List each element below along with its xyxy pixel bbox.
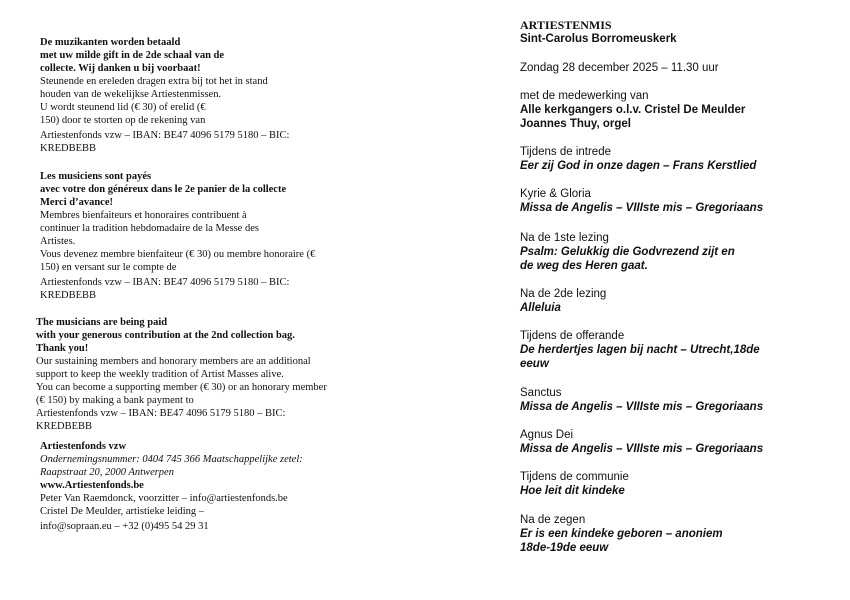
church-name: Sint-Carolus Borromeuskerk [520,33,677,45]
program-item [520,231,735,273]
program-item-title: De herdertjes lagen bij nacht – Utrecht,18de [520,344,760,356]
dutch-body-line: U wordt steunend lid (€ 30) of erelid (€ [40,102,206,113]
program-item [520,513,723,555]
program-item [520,329,760,371]
english-body-line: (€ 150) by making a bank payment to [36,395,194,406]
event-date: Zondag 28 december 2025 – 11.30 uur [520,62,719,74]
program-item-title: Missa de Angelis – VIIIste mis – Gregoriaans [520,202,764,214]
program-item [520,386,763,414]
program-item-label: Na de 1ste lezing [520,232,609,244]
website-link[interactable]: www.Artiestenfonds.be [40,480,144,491]
company-line: Raapstraat 20, 2000 Antwerpen [40,467,174,478]
program-item [520,187,763,215]
program-item-title: Hoe leit dit kindeke [520,485,625,497]
program-item-title: Missa de Angelis – VIIIste mis – Gregoriaans [520,443,764,455]
english-body-line: Our sustaining members and honorary members are an additional [36,356,311,367]
contact-line: Peter Van Raemdonck, voorzitter – info@artiestenfonds.be [40,493,288,504]
event-title: ARTIESTENMIS [520,18,612,32]
dutch-iban-line: Artiestenfonds vzw – IBAN: BE47 4096 5179 5180 – BIC: [40,130,290,141]
program-item-label: Tijdens de intrede [520,146,611,158]
french-notice [40,170,315,302]
dutch-body-line: 150) door te storten op de rekening van [40,115,206,126]
organisation-footer [40,440,303,533]
dutch-heading-line: met uw milde gift in de 2de schaal van de [40,50,225,61]
french-body-line: Vous devenez membre bienfaiteur (€ 30) ou membre honoraire (€ [40,249,316,260]
program-item-title: Alleluia [520,302,561,314]
contact-line: Cristel De Meulder, artistieke leiding – [40,506,205,517]
program-item-label: Sanctus [520,387,562,399]
dutch-heading-line: collecte. Wij danken u bij voorbaat! [40,63,201,74]
program-item-label: Tijdens de offerande [520,330,625,342]
program-item [520,470,629,498]
english-iban-line: Artiestenfonds vzw – IBAN: BE47 4096 5179 5180 – BIC: [36,408,286,419]
program-item [520,287,606,315]
program-item-title: Er is een kindeke geboren – anoniem [520,528,723,540]
program-item-title: Psalm: Gelukkig die Godvrezend zijt en [520,246,735,258]
program-item-title: Missa de Angelis – VIIIste mis – Gregoriaans [520,401,764,413]
performers-block [520,89,745,131]
program-item-label: Tijdens de communie [520,471,629,483]
right-page [425,0,850,600]
english-notice [36,316,327,433]
english-heading-line: Thank you! [36,343,89,354]
organisation-name: Artiestenfonds vzw [40,441,127,452]
contact-line: info@sopraan.eu – +32 (0)495 54 29 31 [40,521,209,532]
program-item-label: Agnus Dei [520,429,574,441]
dutch-body-line: Steunende en ereleden dragen extra bij tot het in stand [40,76,268,87]
program-item-label: Na de 2de lezing [520,288,607,300]
cooperation-label: met de medewerking van [520,90,649,102]
program-item-label: Kyrie & Gloria [520,188,591,200]
program-item-title: eeuw [520,358,549,370]
dutch-body-line: houden van de wekelijkse Artiestenmissen. [40,89,222,100]
performer-line: Joannes Thuy, orgel [520,118,631,130]
dutch-bic-line: KREDBEBB [40,143,97,154]
program-item [520,428,763,456]
dutch-notice [40,36,289,155]
english-body-line: support to keep the weekly tradition of Artist Masses alive. [36,369,284,380]
program-item-title: de weg des Heren gaat. [520,260,648,272]
english-body-line: You can become a supporting member (€ 30) or an honorary member [36,382,327,393]
program-item [520,145,756,173]
french-heading-line: Merci d’avance! [40,197,113,208]
event-header [520,18,677,46]
french-heading-line: avec votre don généreux dans le 2e panier de la collecte [40,184,287,195]
company-line: Ondernemingsnummer: 0404 745 366 Maatschappelijke zetel: [40,454,303,465]
event-date-block [520,61,719,75]
program-item-title: Eer zij God in onze dagen – Frans Kerstlied [520,160,757,172]
program-item-title: 18de-19de eeuw [520,542,609,554]
english-heading-line: with your generous contribution at the 2nd collection bag. [36,330,295,341]
french-heading-line: Les musiciens sont payés [40,171,152,182]
french-body-line: continuer la tradition hebdomadaire de la Messe des [40,223,259,234]
french-iban-line: Artiestenfonds vzw – IBAN: BE47 4096 5179 5180 – BIC: [40,277,290,288]
french-bic-line: KREDBEBB [40,290,97,301]
performer-line: Alle kerkgangers o.l.v. Cristel De Meulder [520,104,746,116]
program-item-label: Na de zegen [520,514,586,526]
dutch-heading-line: De muzikanten worden betaald [40,37,181,48]
french-body-line: 150) en versant sur le compte de [40,262,177,273]
french-body-line: Membres bienfaiteurs et honoraires contribuent à [40,210,247,221]
english-heading-line: The musicians are being paid [36,317,168,328]
french-body-line: Artistes. [40,236,76,247]
english-bic-line: KREDBEBB [36,421,93,432]
